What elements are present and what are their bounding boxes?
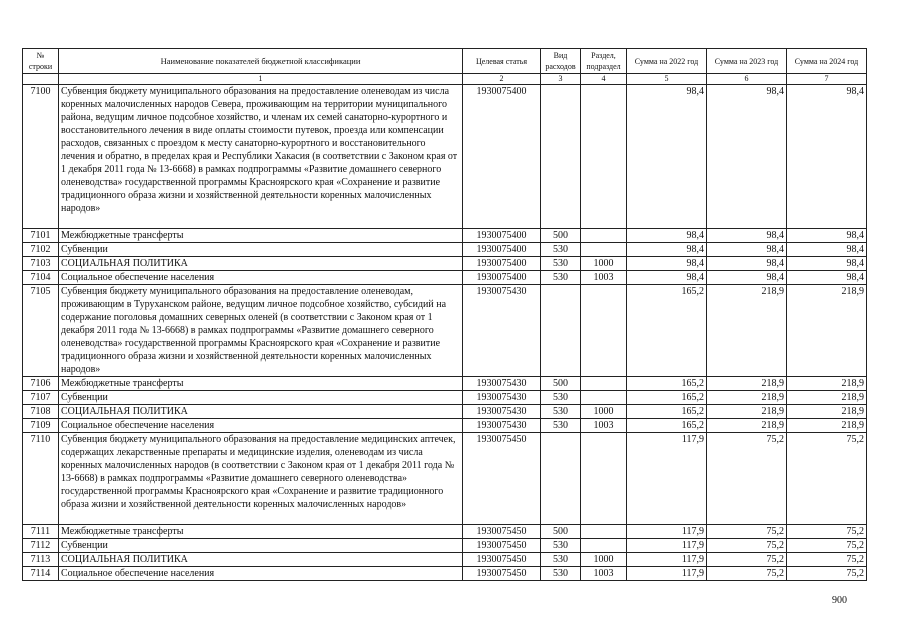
row-exp-type: 500	[541, 377, 581, 391]
row-sum-2022: 165,2	[627, 377, 707, 391]
row-target: 1930075430	[463, 285, 541, 377]
table-row	[23, 405, 867, 419]
row-section	[581, 229, 627, 243]
row-target: 1930075450	[463, 539, 541, 553]
col-number: 7	[787, 74, 867, 85]
page-number: 900	[832, 595, 847, 606]
row-target: 1930075430	[463, 391, 541, 405]
row-target: 1930075450	[463, 525, 541, 539]
row-target: 1930075400	[463, 257, 541, 271]
row-section	[581, 377, 627, 391]
row-exp-type: 530	[541, 553, 581, 567]
row-sum-2024: 98,4	[787, 243, 867, 257]
row-sum-2024: 75,2	[787, 539, 867, 553]
row-sum-2023: 218,9	[707, 285, 787, 377]
row-name: Межбюджетные трансферты	[59, 229, 463, 243]
row-sum-2023: 98,4	[707, 229, 787, 243]
row-sum-2023: 98,4	[707, 271, 787, 285]
table-body	[23, 85, 867, 581]
row-name: Субвенция бюджету муниципального образования на предоставление оленеводам из числа коренных малочисленных народов Севера, проживающим на территории муниципального района, ведущим личное подсобное хозяйство, и членам их семей санаторно-курортного и восстановительного лечения в виде оплаты стоимости путевок, проезда или компенсации расходов, связанных с проездом к месту санаторно-курортного и восстановительного лечения и обратно, в пределах края и Республики Хакасия (в соответствии с Законом края от 1 декабря 2011 года № 13-6668) в рамках подпрограммы «Развитие домашнего северного оленеводства» государственной программы Красноярского края «Сохранение и развитие традиционного образа жизни и хозяйственной деятельности коренных малочисленных народов»	[59, 85, 463, 229]
row-sum-2022: 117,9	[627, 433, 707, 525]
header-sum-2024: Сумма на 2024 год	[787, 49, 867, 74]
row-name: СОЦИАЛЬНАЯ ПОЛИТИКА	[59, 405, 463, 419]
row-number: 7102	[23, 243, 59, 257]
row-exp-type	[541, 85, 581, 229]
row-exp-type: 500	[541, 229, 581, 243]
row-section: 1003	[581, 419, 627, 433]
row-section	[581, 525, 627, 539]
row-exp-type: 530	[541, 257, 581, 271]
budget-table	[22, 48, 867, 581]
row-sum-2022: 117,9	[627, 553, 707, 567]
row-number: 7110	[23, 433, 59, 525]
column-number-row	[23, 74, 867, 85]
row-sum-2022: 117,9	[627, 567, 707, 581]
row-name: Субвенции	[59, 243, 463, 257]
row-sum-2022: 165,2	[627, 419, 707, 433]
row-section	[581, 243, 627, 257]
row-number: 7101	[23, 229, 59, 243]
row-name: СОЦИАЛЬНАЯ ПОЛИТИКА	[59, 257, 463, 271]
header-section: Раздел, подраздел	[581, 49, 627, 74]
row-sum-2023: 218,9	[707, 405, 787, 419]
row-sum-2023: 218,9	[707, 419, 787, 433]
table-header-row	[23, 49, 867, 74]
row-name: Социальное обеспечение населения	[59, 419, 463, 433]
col-number: 5	[627, 74, 707, 85]
row-sum-2023: 75,2	[707, 567, 787, 581]
row-name: Субвенция бюджету муниципального образования на предоставление оленеводам, проживающим в Туруханском районе, ведущим личное подсобное хозяйство, субсидий на содержание поголовья домашних северных оленей (в соответствии с Законом края от 1 декабря 2011 года № 13-6668) в рамках подпрограммы «Развитие домашнего северного оленеводства» государственной программы Красноярского края «Сохранение и развитие традиционного образа жизни и хозяйственной деятельности коренных малочисленных народов»	[59, 285, 463, 377]
col-number: 6	[707, 74, 787, 85]
table-row	[23, 377, 867, 391]
row-sum-2024: 218,9	[787, 405, 867, 419]
row-exp-type: 530	[541, 567, 581, 581]
table-row	[23, 271, 867, 285]
row-sum-2022: 165,2	[627, 391, 707, 405]
header-target: Целевая статья	[463, 49, 541, 74]
row-sum-2024: 75,2	[787, 567, 867, 581]
table-row	[23, 257, 867, 271]
row-target: 1930075450	[463, 433, 541, 525]
table-row	[23, 433, 867, 525]
row-sum-2023: 75,2	[707, 553, 787, 567]
header-sum-2023: Сумма на 2023 год	[707, 49, 787, 74]
row-sum-2023: 75,2	[707, 433, 787, 525]
row-sum-2024: 218,9	[787, 377, 867, 391]
row-number: 7113	[23, 553, 59, 567]
row-exp-type	[541, 285, 581, 377]
row-sum-2024: 98,4	[787, 257, 867, 271]
row-exp-type: 530	[541, 539, 581, 553]
table-row	[23, 553, 867, 567]
row-name: Субвенция бюджету муниципального образования на предоставление медицинских аптечек, содержащих лекарственные препараты и медицинские изделия, оленеводам из числа коренных малочисленных народов (в соответствии с Законом края от 1 декабря 2011 года № 13-6668) в рамках подпрограммы «Развитие домашнего северного оленеводства» государственной программы Красноярского края «Сохранение и развитие традиционного образа жизни и хозяйственной деятельности коренных малочисленных народов»	[59, 433, 463, 525]
row-sum-2022: 165,2	[627, 405, 707, 419]
row-sum-2023: 98,4	[707, 257, 787, 271]
col-number	[23, 74, 59, 85]
row-sum-2024: 98,4	[787, 271, 867, 285]
row-sum-2024: 218,9	[787, 391, 867, 405]
col-number: 2	[463, 74, 541, 85]
row-target: 1930075430	[463, 419, 541, 433]
row-sum-2022: 98,4	[627, 257, 707, 271]
row-exp-type: 500	[541, 525, 581, 539]
header-sum-2022: Сумма на 2022 год	[627, 49, 707, 74]
row-sum-2022: 98,4	[627, 243, 707, 257]
row-target: 1930075450	[463, 553, 541, 567]
table-row	[23, 229, 867, 243]
row-number: 7105	[23, 285, 59, 377]
row-sum-2022: 98,4	[627, 85, 707, 229]
row-sum-2023: 218,9	[707, 377, 787, 391]
row-number: 7108	[23, 405, 59, 419]
col-number: 4	[581, 74, 627, 85]
row-sum-2022: 117,9	[627, 525, 707, 539]
row-name: Социальное обеспечение населения	[59, 567, 463, 581]
row-target: 1930075400	[463, 243, 541, 257]
row-section	[581, 539, 627, 553]
row-section	[581, 433, 627, 525]
row-number: 7106	[23, 377, 59, 391]
table-row	[23, 391, 867, 405]
row-section: 1003	[581, 567, 627, 581]
header-name: Наименование показателей бюджетной классификации	[59, 49, 463, 74]
row-target: 1930075430	[463, 405, 541, 419]
table-row	[23, 539, 867, 553]
row-sum-2024: 98,4	[787, 229, 867, 243]
col-number: 3	[541, 74, 581, 85]
row-sum-2024: 75,2	[787, 553, 867, 567]
row-section: 1000	[581, 553, 627, 567]
row-sum-2023: 75,2	[707, 525, 787, 539]
row-name: СОЦИАЛЬНАЯ ПОЛИТИКА	[59, 553, 463, 567]
table-row	[23, 285, 867, 377]
row-exp-type: 530	[541, 391, 581, 405]
row-name: Субвенции	[59, 539, 463, 553]
col-number: 1	[59, 74, 463, 85]
row-exp-type: 530	[541, 243, 581, 257]
row-number: 7107	[23, 391, 59, 405]
row-sum-2023: 218,9	[707, 391, 787, 405]
row-section: 1003	[581, 271, 627, 285]
row-sum-2024: 218,9	[787, 419, 867, 433]
table-row	[23, 85, 867, 229]
row-sum-2023: 98,4	[707, 243, 787, 257]
row-section: 1000	[581, 405, 627, 419]
table-row	[23, 419, 867, 433]
row-name: Межбюджетные трансферты	[59, 377, 463, 391]
row-sum-2024: 98,4	[787, 85, 867, 229]
row-sum-2022: 165,2	[627, 285, 707, 377]
row-sum-2022: 98,4	[627, 271, 707, 285]
row-sum-2024: 75,2	[787, 525, 867, 539]
row-number: 7103	[23, 257, 59, 271]
row-number: 7112	[23, 539, 59, 553]
row-target: 1930075450	[463, 567, 541, 581]
row-sum-2022: 117,9	[627, 539, 707, 553]
header-exp-type: Вид расходов	[541, 49, 581, 74]
row-exp-type: 530	[541, 405, 581, 419]
row-number: 7100	[23, 85, 59, 229]
row-sum-2022: 98,4	[627, 229, 707, 243]
row-sum-2023: 75,2	[707, 539, 787, 553]
row-sum-2024: 75,2	[787, 433, 867, 525]
row-sum-2023: 98,4	[707, 85, 787, 229]
table-row	[23, 567, 867, 581]
row-name: Субвенции	[59, 391, 463, 405]
header-row-no: № строки	[23, 49, 59, 74]
row-section: 1000	[581, 257, 627, 271]
row-target: 1930075400	[463, 85, 541, 229]
row-number: 7111	[23, 525, 59, 539]
row-name: Социальное обеспечение населения	[59, 271, 463, 285]
row-number: 7104	[23, 271, 59, 285]
row-section	[581, 391, 627, 405]
row-number: 7109	[23, 419, 59, 433]
row-sum-2024: 218,9	[787, 285, 867, 377]
row-target: 1930075430	[463, 377, 541, 391]
row-target: 1930075400	[463, 271, 541, 285]
table-row	[23, 525, 867, 539]
row-exp-type: 530	[541, 419, 581, 433]
table-row	[23, 243, 867, 257]
row-exp-type	[541, 433, 581, 525]
row-number: 7114	[23, 567, 59, 581]
row-target: 1930075400	[463, 229, 541, 243]
row-section	[581, 285, 627, 377]
row-name: Межбюджетные трансферты	[59, 525, 463, 539]
row-exp-type: 530	[541, 271, 581, 285]
row-section	[581, 85, 627, 229]
